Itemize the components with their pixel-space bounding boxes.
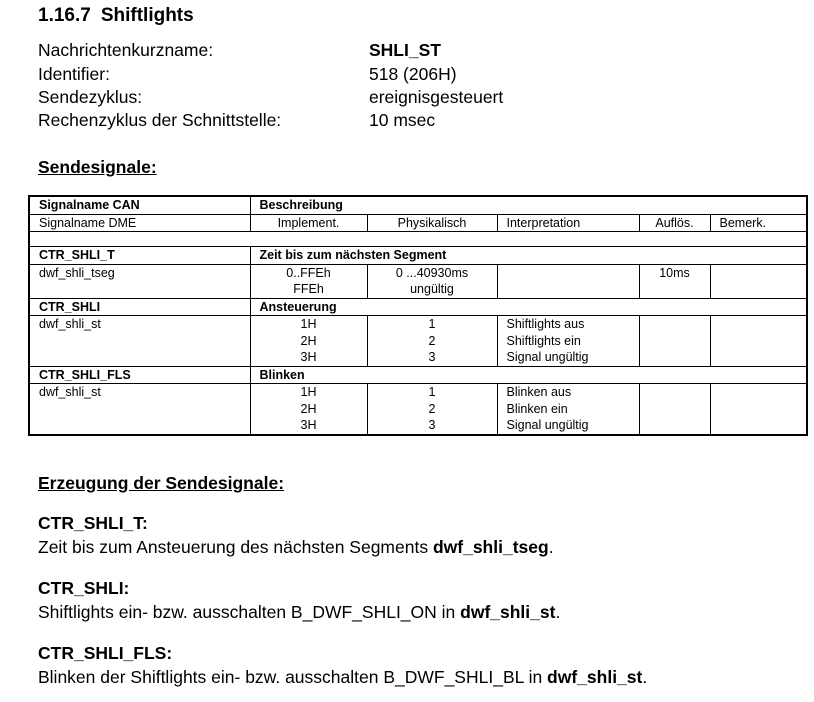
sendesignale-heading: Sendesignale: [38,157,157,177]
table-subheader-row [29,214,807,232]
implement-value: 2H [300,401,317,416]
physikalisch-cell [367,264,497,298]
header-beschreibung: Beschreibung [250,196,807,214]
header-aufloes: Auflös. [639,214,710,232]
info-label-rechenzyklus: Rechenzyklus der Schnittstelle: [38,110,282,130]
ctr-shli-t-heading: CTR_SHLI_T: [38,513,148,533]
info-value-rechenzyklus: 10 msec [369,110,436,130]
physikalisch-value: 2 [428,333,436,348]
interpretation-value: Signal ungültig [506,350,589,364]
header-signal-dme: Signalname DME [29,214,250,232]
physikalisch-value: 3 [428,418,436,432]
signal-dme-name: dwf_shli_st [29,384,250,435]
text-end: . [555,602,561,622]
section-number: 1.16.7 [38,5,91,26]
section-title [38,5,194,27]
bemerk-cell [710,384,807,435]
physikalisch-value: 1 [428,385,436,399]
implement-value: 1H [300,385,317,399]
signal-dme-name: dwf_shli_tseg [29,264,250,298]
implement-value: 0..FFEh [286,265,331,280]
ctr-shli-fls-heading: CTR_SHLI_FLS: [38,643,173,663]
physikalisch-cell [367,316,497,367]
text-end: . [642,667,648,687]
signal-description: Zeit bis zum nächsten Segment [250,247,807,265]
physikalisch-value: 2 [428,401,436,416]
physikalisch-value: 3 [428,350,436,364]
info-value-kurzname: SHLI_ST [369,40,441,60]
signal-ref: dwf_shli_tseg [432,537,549,557]
interpretation-value: Blinken ein [506,401,568,416]
info-value-sendezyklus: ereignisgesteuert [369,87,504,107]
table-spacer-row [29,232,807,247]
ctr-shli-t-text [38,537,554,558]
table-row [29,384,807,435]
erzeugung-heading: Erzeugung der Sendesignale: [38,473,285,493]
table-group-row [29,366,807,384]
header-physikalisch: Physikalisch [367,214,497,232]
interpretation-cell [497,264,639,298]
text-part: Shiftlights ein- bzw. ausschalten B_DWF_SHLI_ON in [38,602,461,622]
table-group-row [29,247,807,265]
implement-cell [250,264,367,298]
implement-value: 1H [300,317,317,331]
aufloes-cell [639,384,710,435]
physikalisch-value: 1 [428,317,436,331]
ctr-shli-heading: CTR_SHLI: [38,578,130,598]
aufloes-cell: 10ms [639,264,710,298]
table-row [29,316,807,367]
implement-cell [250,384,367,435]
text-end: . [548,537,554,557]
physikalisch-cell [367,384,497,435]
implement-value: 3H [300,350,317,364]
interpretation-value: Shiftlights ein [506,333,581,348]
table-row [29,264,807,298]
signal-can-name: CTR_SHLI [29,298,250,316]
implement-cell [250,316,367,367]
header-signal-can: Signalname CAN [29,196,250,214]
interpretation-value: Signal ungültig [506,418,589,432]
bemerk-cell [710,264,807,298]
implement-value: 3H [300,418,317,432]
interpretation-cell [497,316,639,367]
text-part: Blinken der Shiftlights ein- bzw. ausschalten B_DWF_SHLI_BL in [38,667,548,687]
signal-ref: dwf_shli_st [547,667,643,687]
table-header-row [29,196,807,214]
header-interpretation: Interpretation [497,214,639,232]
info-value-identifier: 518 (206H) [369,64,457,84]
ctr-shli-fls-text [38,667,647,688]
interpretation-value: Blinken aus [506,385,572,399]
signal-can-name: CTR_SHLI_FLS [29,366,250,384]
header-implement: Implement. [250,214,367,232]
signal-ref: dwf_shli_st [460,602,556,622]
info-label-identifier: Identifier: [38,64,110,84]
info-label-sendezyklus: Sendezyklus: [38,87,143,107]
signal-description: Ansteuerung [250,298,807,316]
interpretation-cell [497,384,639,435]
aufloes-cell [639,316,710,367]
implement-value: 2H [300,333,317,348]
physikalisch-value: ungültig [410,282,454,296]
table-group-row [29,298,807,316]
info-label-kurzname: Nachrichtenkurzname: [38,40,214,60]
signal-dme-name: dwf_shli_st [29,316,250,367]
interpretation-value: Shiftlights aus [506,317,585,331]
section-name: Shiftlights [100,5,194,26]
signal-description: Blinken [250,366,807,384]
ctr-shli-text [38,602,560,623]
implement-value: FFEh [293,282,324,296]
signal-table [28,195,808,436]
signal-can-name: CTR_SHLI_T [29,247,250,265]
physikalisch-value: 0 ...40930ms [395,265,469,280]
bemerk-cell [710,316,807,367]
header-bemerk: Bemerk. [710,214,807,232]
text-part: Zeit bis zum Ansteuerung des nächsten Segments [38,537,433,557]
